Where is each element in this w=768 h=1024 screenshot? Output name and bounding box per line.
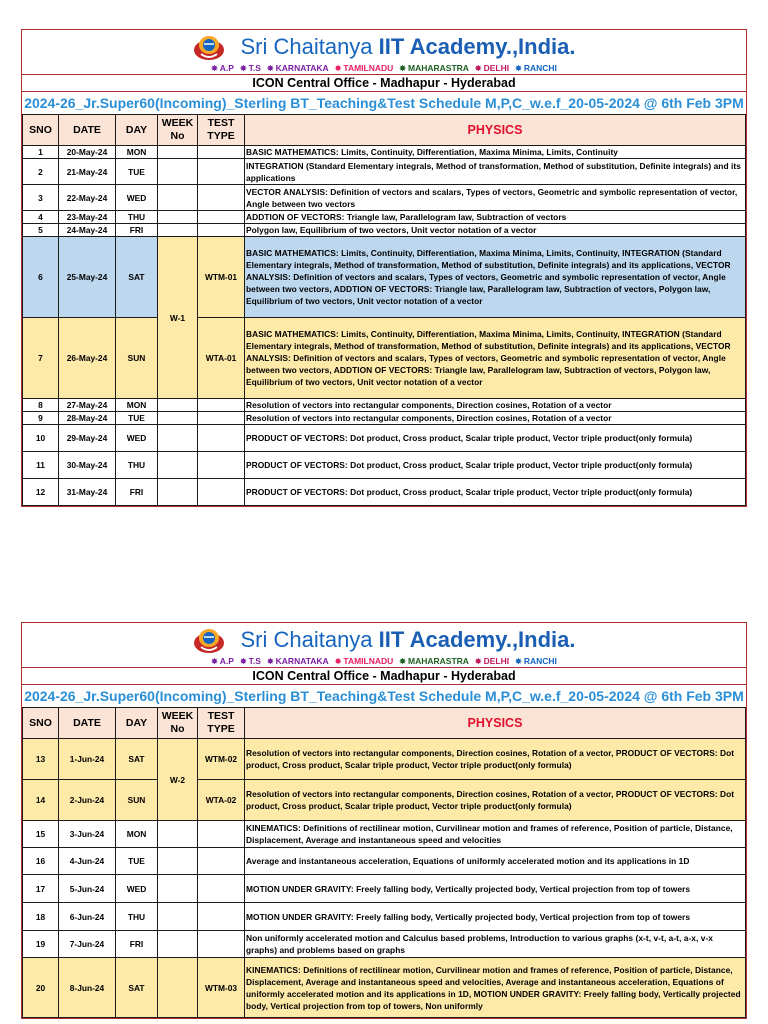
sno-cell: 11	[23, 452, 59, 479]
schedule-row	[23, 318, 746, 399]
test-type-cell: WTA-01	[198, 318, 245, 399]
date-cell: 28-May-24	[59, 412, 116, 425]
flower-bullet-icon: ✸	[334, 657, 342, 666]
test-type-cell	[198, 159, 245, 185]
state-chip	[267, 656, 329, 667]
state-chip	[399, 656, 469, 667]
state-label: T.S	[248, 63, 261, 73]
states-list	[22, 656, 746, 667]
day-cell: FRI	[116, 931, 158, 958]
test-type-cell	[198, 479, 245, 506]
topic-cell: VECTOR ANALYSIS: Definition of vectors and scalars, Types of vectors, Geometric and symbolic representation of vector, Angle between two vectors	[245, 185, 746, 211]
test-type-cell	[198, 399, 245, 412]
date-cell: 3-Jun-24	[59, 821, 116, 848]
week-cell	[158, 185, 198, 211]
week-cell	[158, 958, 198, 1018]
test-type-cell	[198, 903, 245, 931]
test-type-cell	[198, 931, 245, 958]
academy-logo-icon	[192, 625, 226, 655]
state-chip	[240, 656, 261, 667]
state-label: A.P	[219, 656, 234, 666]
topic-cell: INTEGRATION (Standard Elementary integrals, Method of transformation, Method of substitution, Definite integrals) and its applications	[245, 159, 746, 185]
topic-cell: BASIC MATHEMATICS: Limits, Continuity, Differentiation, Maxima Minima, Limits, Continuity	[245, 146, 746, 159]
schedule-title: 2024-26_Jr.Super60(Incoming)_Sterling BT_Teaching&Test Schedule M,P,C_w.e.f_20-05-2024 @ 6th Feb 3PM	[22, 684, 746, 707]
sno-cell: 14	[23, 780, 59, 821]
col-date: DATE	[59, 115, 116, 146]
schedule-sheet-1	[21, 29, 747, 507]
test-type-cell: WTM-01	[198, 237, 245, 318]
date-cell: 4-Jun-24	[59, 848, 116, 875]
schedule-row	[23, 399, 746, 412]
topic-cell: PRODUCT OF VECTORS: Dot product, Cross product, Scalar triple product, Vector triple product(only formula)	[245, 479, 746, 506]
topic-cell: Resolution of vectors into rectangular components, Direction cosines, Rotation of a vector, PRODUCT OF VECTORS: Dot product, Cross product, Scalar triple product, Vector triple product(only formula)	[245, 739, 746, 780]
date-cell: 31-May-24	[59, 479, 116, 506]
state-chip	[240, 63, 261, 74]
sno-cell: 2	[23, 159, 59, 185]
day-cell: THU	[116, 452, 158, 479]
state-chip	[475, 63, 509, 74]
day-cell: MON	[116, 399, 158, 412]
week-cell	[158, 821, 198, 848]
week-cell	[158, 146, 198, 159]
topic-cell: Resolution of vectors into rectangular components, Direction cosines, Rotation of a vector, PRODUCT OF VECTORS: Dot product, Cross product, Scalar triple product, Vector triple product(only formula)	[245, 780, 746, 821]
topic-cell: Resolution of vectors into rectangular components, Direction cosines, Rotation of a vector	[245, 412, 746, 425]
state-chip	[515, 656, 557, 667]
flower-bullet-icon: ✸	[266, 64, 274, 73]
schedule-row	[23, 931, 746, 958]
state-chip	[335, 656, 394, 667]
sno-cell: 19	[23, 931, 59, 958]
col-physics: PHYSICS	[245, 115, 746, 146]
week-cell: W-1	[158, 237, 198, 399]
topic-cell: Polygon law, Equilibrium of two vectors, Unit vector notation of a vector	[245, 224, 746, 237]
topic-cell: MOTION UNDER GRAVITY: Freely falling body, Vertically projected body, Vertical projection from top of towers	[245, 875, 746, 903]
schedule-row	[23, 159, 746, 185]
schedule-row	[23, 452, 746, 479]
state-label: TAMILNADU	[343, 63, 394, 73]
date-cell: 7-Jun-24	[59, 931, 116, 958]
sno-cell: 5	[23, 224, 59, 237]
col-sno: SNO	[23, 708, 59, 739]
sno-cell: 13	[23, 739, 59, 780]
brand-header	[22, 623, 746, 656]
office-line: ICON Central Office - Madhapur - Hyderabad	[22, 667, 746, 684]
week-cell	[158, 425, 198, 452]
date-cell: 5-Jun-24	[59, 875, 116, 903]
day-cell: SAT	[116, 958, 158, 1018]
col-date: DATE	[59, 708, 116, 739]
schedule-row	[23, 237, 746, 318]
state-chip	[399, 63, 469, 74]
state-chip	[475, 656, 509, 667]
test-type-cell	[198, 412, 245, 425]
schedule-table-2	[22, 707, 746, 1018]
flower-bullet-icon: ✸	[334, 64, 342, 73]
week-cell	[158, 931, 198, 958]
sno-cell: 17	[23, 875, 59, 903]
brand-name: Sri Chaitanya IIT Academy.,India.	[240, 626, 576, 652]
flower-bullet-icon: ✸	[474, 64, 482, 73]
day-cell: SAT	[116, 237, 158, 318]
topic-cell: PRODUCT OF VECTORS: Dot product, Cross product, Scalar triple product, Vector triple product(only formula)	[245, 425, 746, 452]
col-day: DAY	[116, 115, 158, 146]
state-label: RANCHI	[523, 656, 557, 666]
test-type-cell	[198, 452, 245, 479]
state-chip	[211, 63, 234, 74]
schedule-row	[23, 479, 746, 506]
test-type-cell	[198, 224, 245, 237]
schedule-sheet-2	[21, 622, 747, 1019]
date-cell: 1-Jun-24	[59, 739, 116, 780]
day-cell: SUN	[116, 780, 158, 821]
test-type-cell	[198, 211, 245, 224]
sno-cell: 3	[23, 185, 59, 211]
week-cell	[158, 875, 198, 903]
schedule-row	[23, 875, 746, 903]
schedule-row	[23, 903, 746, 931]
test-type-cell: WTA-02	[198, 780, 245, 821]
date-cell: 8-Jun-24	[59, 958, 116, 1018]
state-label: DELHI	[483, 656, 510, 666]
date-cell: 29-May-24	[59, 425, 116, 452]
day-cell: TUE	[116, 412, 158, 425]
flower-bullet-icon: ✸	[399, 64, 406, 73]
col-test-type: TEST TYPE	[198, 708, 245, 739]
topic-cell: Non uniformly accelerated motion and Calculus based problems, Introduction to various graphs (x-t, v-t, a-t, a-x, v-x graphs) and problems based on graphs	[245, 931, 746, 958]
date-cell: 25-May-24	[59, 237, 116, 318]
state-label: MAHARASTRA	[408, 656, 469, 666]
week-cell	[158, 224, 198, 237]
sno-cell: 1	[23, 146, 59, 159]
brand-name: Sri Chaitanya IIT Academy.,India.	[240, 33, 576, 59]
test-type-cell: WTM-02	[198, 739, 245, 780]
flower-bullet-icon: ✸	[239, 657, 247, 666]
schedule-row	[23, 412, 746, 425]
week-cell	[158, 412, 198, 425]
sno-cell: 7	[23, 318, 59, 399]
topic-cell: Resolution of vectors into rectangular components, Direction cosines, Rotation of a vector	[245, 399, 746, 412]
schedule-table-1	[22, 114, 746, 506]
topic-cell: ADDTION OF VECTORS: Triangle law, Parallelogram law, Subtraction of vectors	[245, 211, 746, 224]
schedule-row	[23, 185, 746, 211]
day-cell: THU	[116, 211, 158, 224]
state-label: T.S	[248, 656, 261, 666]
schedule-title: 2024-26_Jr.Super60(Incoming)_Sterling BT_Teaching&Test Schedule M,P,C_w.e.f_20-05-2024 @ 6th Feb 3PM	[22, 91, 746, 114]
day-cell: TUE	[116, 848, 158, 875]
date-cell: 20-May-24	[59, 146, 116, 159]
state-label: TAMILNADU	[343, 656, 394, 666]
week-cell	[158, 452, 198, 479]
col-week: WEEK No	[158, 115, 198, 146]
topic-cell: KINEMATICS: Definitions of rectilinear motion, Curvilinear motion and frames of reference, Position of particle, Distance, Displacement, Average and instantaneous speed and velocities, Average and instantaneous acceleration, Equations of uniformly accelerated motion and its applications in 1D, MOTION UNDER GRAVITY: Freely falling body, Vertically projected body, Vertical projection from top of towers, Non uniformly	[245, 958, 746, 1018]
schedule-row	[23, 848, 746, 875]
sno-cell: 9	[23, 412, 59, 425]
topic-cell: KINEMATICS: Definitions of rectilinear motion, Curvilinear motion and frames of reference, Position of particle, Distance, Displacement, Average and instantaneous speed and velocities	[245, 821, 746, 848]
flower-bullet-icon: ✸	[211, 64, 218, 73]
day-cell: WED	[116, 425, 158, 452]
flower-bullet-icon: ✸	[515, 64, 522, 73]
state-label: A.P	[219, 63, 234, 73]
day-cell: SAT	[116, 739, 158, 780]
week-cell: W-2	[158, 739, 198, 821]
flower-bullet-icon: ✸	[239, 64, 247, 73]
topic-cell: BASIC MATHEMATICS: Limits, Continuity, Differentiation, Maxima Minima, Limits, Continuity, INTEGRATION (Standard Elementary integrals, Method of transformation, Method of substitution, Definite integrals) and its applications, VECTOR ANALYSIS: Definition of vectors and scalars, Types of vectors, Geometric and symbolic representation of vector, Angle between two vectors, ADDTION OF VECTORS: Triangle law, Parallelogram law, Subtraction of vectors, Polygon law, Equilibrium of two vectors, Unit vector notation of a vector	[245, 318, 746, 399]
week-cell	[158, 399, 198, 412]
col-week: WEEK No	[158, 708, 198, 739]
state-chip	[515, 63, 557, 74]
state-label: KARNATAKA	[275, 63, 329, 73]
state-label: DELHI	[483, 63, 510, 73]
week-cell	[158, 211, 198, 224]
sno-cell: 4	[23, 211, 59, 224]
flower-bullet-icon: ✸	[515, 657, 522, 666]
topic-cell: PRODUCT OF VECTORS: Dot product, Cross product, Scalar triple product, Vector triple product(only formula)	[245, 452, 746, 479]
day-cell: THU	[116, 903, 158, 931]
state-chip	[267, 63, 329, 74]
state-label: RANCHI	[523, 63, 557, 73]
test-type-cell	[198, 875, 245, 903]
day-cell: FRI	[116, 224, 158, 237]
day-cell: FRI	[116, 479, 158, 506]
date-cell: 27-May-24	[59, 399, 116, 412]
test-type-cell	[198, 425, 245, 452]
day-cell: WED	[116, 185, 158, 211]
schedule-row	[23, 211, 746, 224]
state-chip	[211, 656, 234, 667]
test-type-cell	[198, 146, 245, 159]
test-type-cell: WTM-03	[198, 958, 245, 1018]
academy-logo-icon	[192, 32, 226, 62]
flower-bullet-icon: ✸	[266, 657, 274, 666]
brand-header	[22, 30, 746, 63]
test-type-cell	[198, 185, 245, 211]
sno-cell: 16	[23, 848, 59, 875]
sno-cell: 10	[23, 425, 59, 452]
schedule-row	[23, 425, 746, 452]
week-cell	[158, 903, 198, 931]
topic-cell: BASIC MATHEMATICS: Limits, Continuity, Differentiation, Maxima Minima, Limits, Continuity, INTEGRATION (Standard Elementary integrals, Method of transformation, Method of substitution, Definite integrals) and its applications, VECTOR ANALYSIS: Definition of vectors and scalars, Types of vectors, Geometric and symbolic representation of vector, Angle between two vectors, ADDTION OF VECTORS: Triangle law, Parallelogram law, Subtraction of vectors, Polygon law, Equilibrium of two vectors, Unit vector notation of a vector	[245, 237, 746, 318]
col-physics: PHYSICS	[245, 708, 746, 739]
sno-cell: 6	[23, 237, 59, 318]
sno-cell: 18	[23, 903, 59, 931]
date-cell: 23-May-24	[59, 211, 116, 224]
office-line: ICON Central Office - Madhapur - Hyderabad	[22, 74, 746, 91]
date-cell: 22-May-24	[59, 185, 116, 211]
date-cell: 30-May-24	[59, 452, 116, 479]
test-type-cell	[198, 848, 245, 875]
week-cell	[158, 159, 198, 185]
topic-cell: Average and instantaneous acceleration, Equations of uniformly accelerated motion and its applications in 1D	[245, 848, 746, 875]
week-cell	[158, 848, 198, 875]
col-day: DAY	[116, 708, 158, 739]
states-list	[22, 63, 746, 74]
schedule-row	[23, 224, 746, 237]
day-cell: MON	[116, 821, 158, 848]
day-cell: TUE	[116, 159, 158, 185]
date-cell: 21-May-24	[59, 159, 116, 185]
week-cell	[158, 479, 198, 506]
schedule-row	[23, 780, 746, 821]
date-cell: 24-May-24	[59, 224, 116, 237]
day-cell: SUN	[116, 318, 158, 399]
col-sno: SNO	[23, 115, 59, 146]
date-cell: 26-May-24	[59, 318, 116, 399]
sno-cell: 12	[23, 479, 59, 506]
schedule-row	[23, 146, 746, 159]
col-test-type: TEST TYPE	[198, 115, 245, 146]
state-label: MAHARASTRA	[408, 63, 469, 73]
state-label: KARNATAKA	[275, 656, 329, 666]
schedule-row	[23, 739, 746, 780]
state-chip	[335, 63, 394, 74]
sno-cell: 8	[23, 399, 59, 412]
flower-bullet-icon: ✸	[474, 657, 482, 666]
flower-bullet-icon: ✸	[399, 657, 406, 666]
flower-bullet-icon: ✸	[211, 657, 218, 666]
day-cell: MON	[116, 146, 158, 159]
date-cell: 6-Jun-24	[59, 903, 116, 931]
sno-cell: 15	[23, 821, 59, 848]
schedule-row	[23, 821, 746, 848]
sno-cell: 20	[23, 958, 59, 1018]
topic-cell: MOTION UNDER GRAVITY: Freely falling body, Vertically projected body, Vertical projection from top of towers	[245, 903, 746, 931]
test-type-cell	[198, 821, 245, 848]
day-cell: WED	[116, 875, 158, 903]
date-cell: 2-Jun-24	[59, 780, 116, 821]
schedule-row	[23, 958, 746, 1018]
